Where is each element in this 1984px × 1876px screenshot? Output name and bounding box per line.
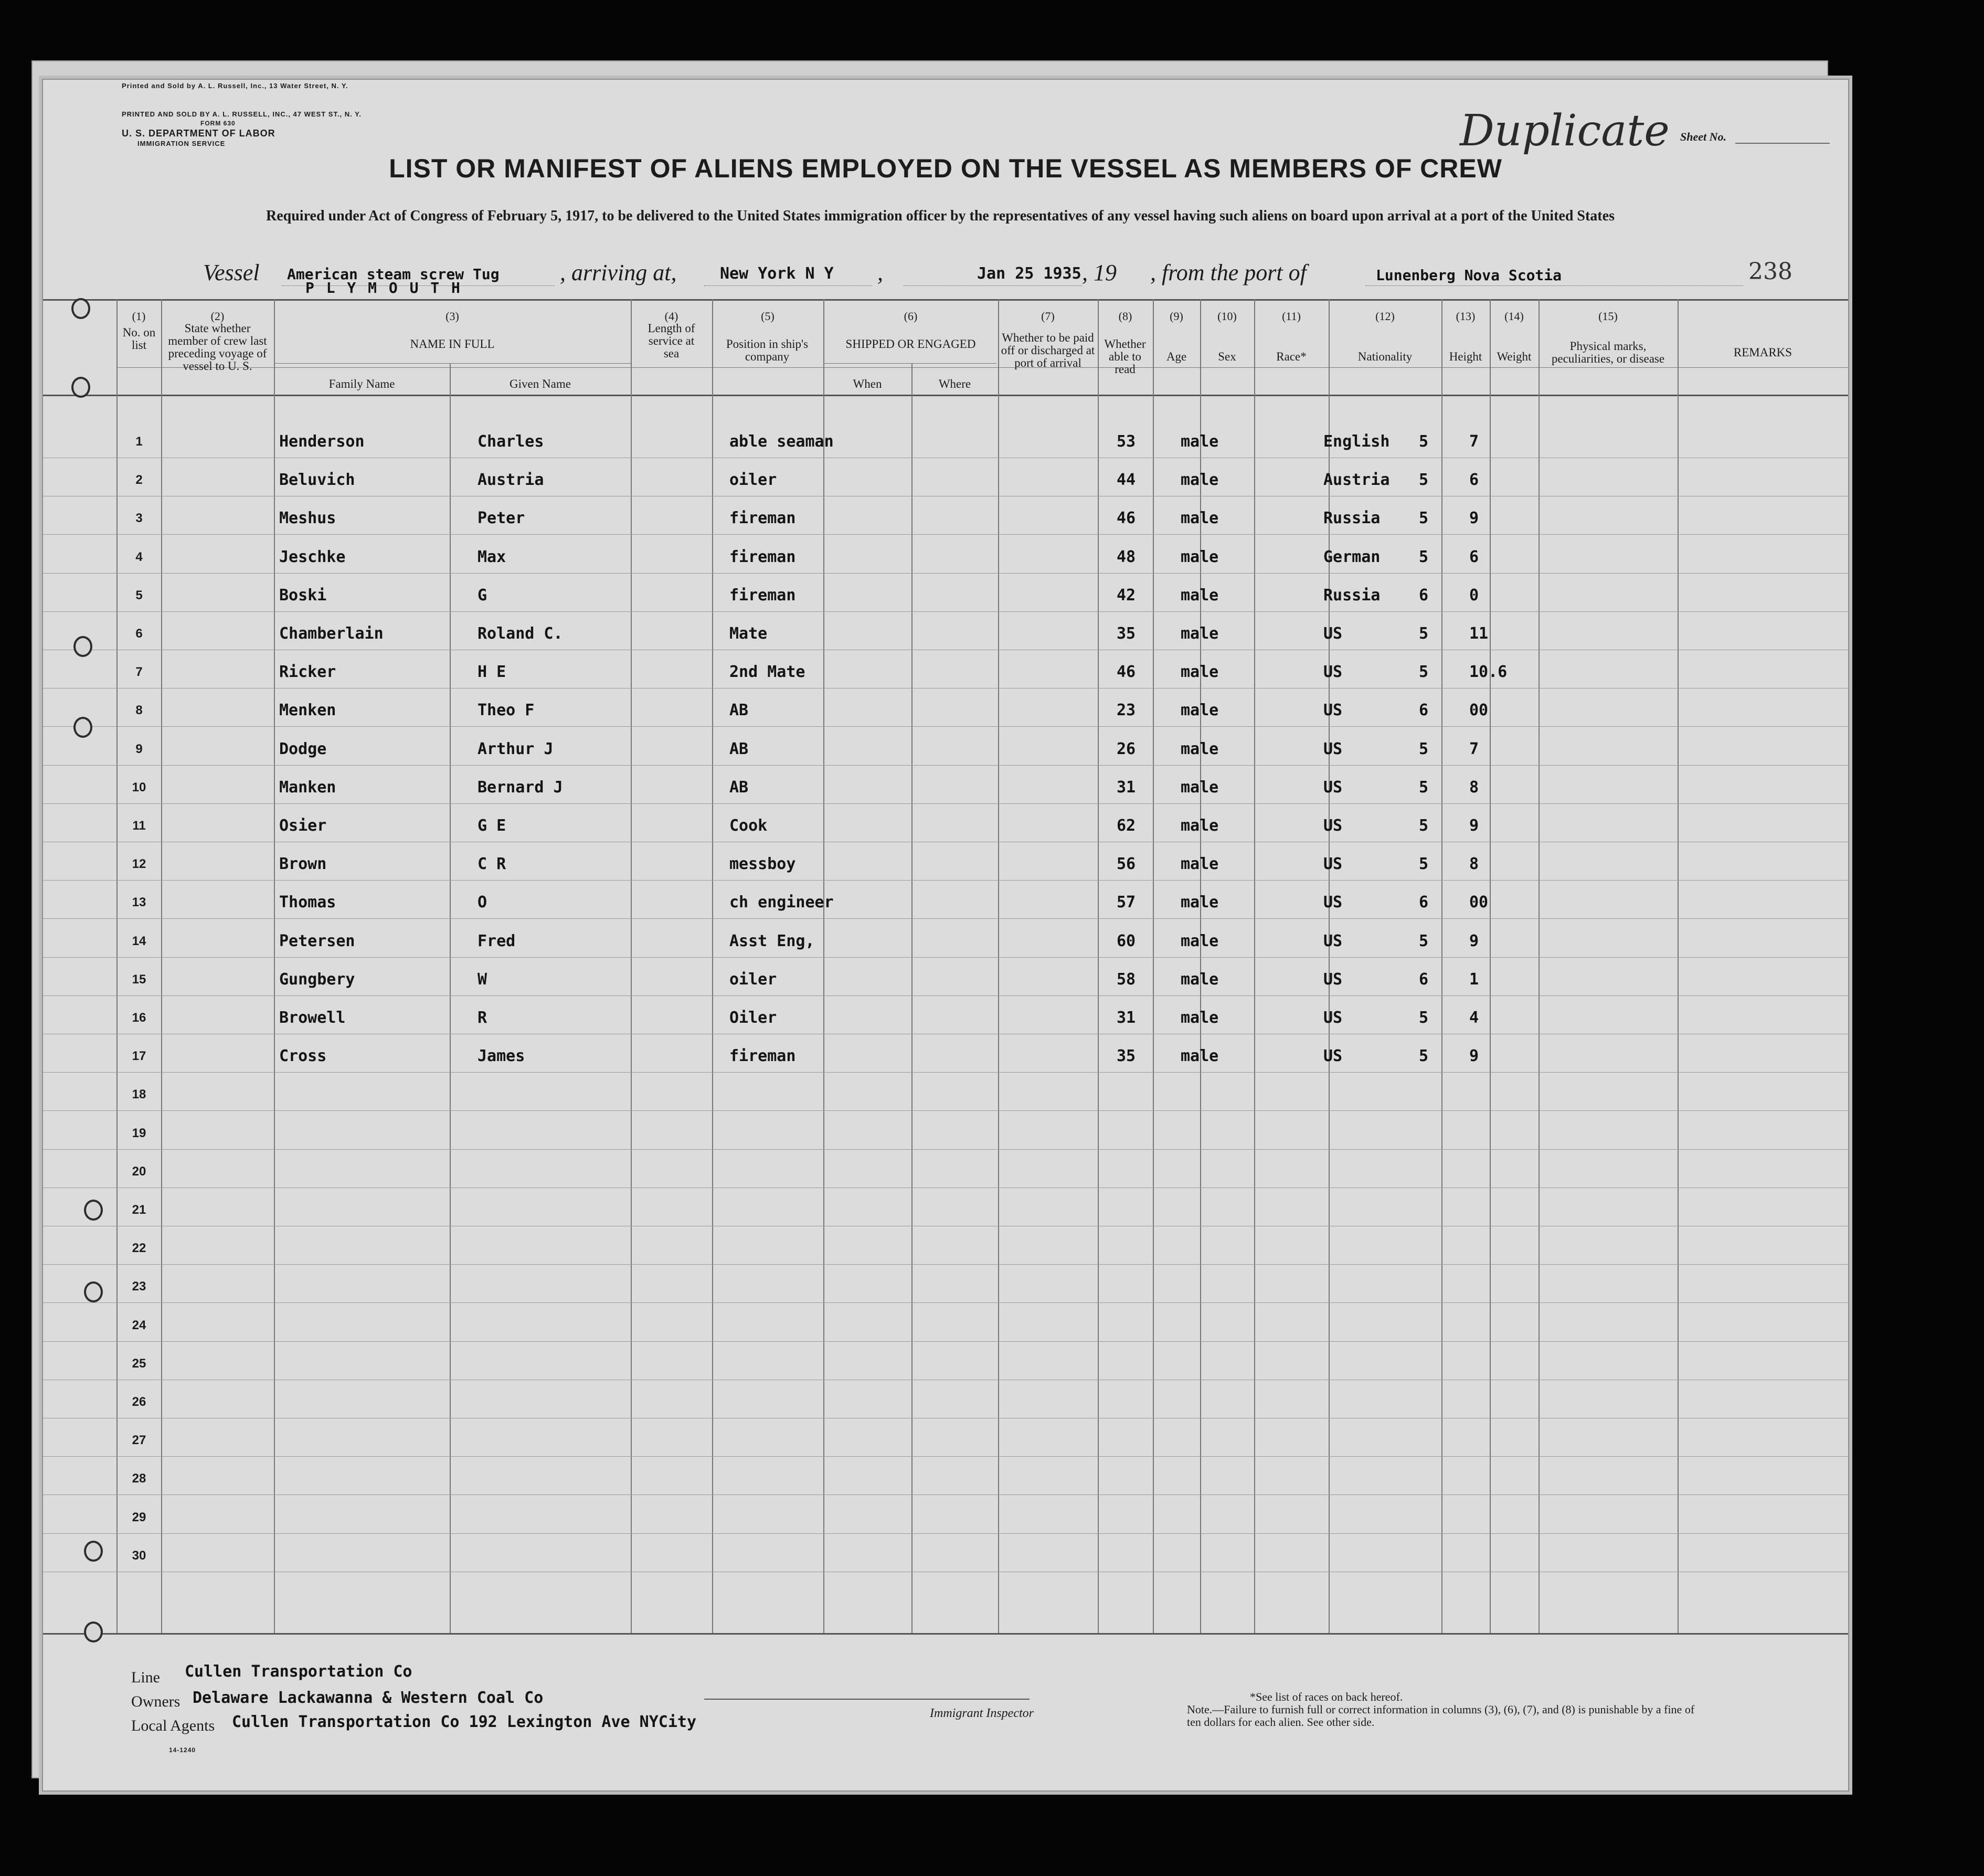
cell-height: 6 bbox=[1419, 586, 1429, 605]
row-number: 14 bbox=[132, 934, 146, 948]
row-number: 21 bbox=[132, 1203, 146, 1217]
row-number: 4 bbox=[135, 550, 143, 564]
col13-label: Height bbox=[1449, 350, 1482, 363]
cell-position: able seaman bbox=[729, 432, 834, 451]
cell-family: Osier bbox=[279, 817, 327, 835]
cell-position: oiler bbox=[729, 970, 777, 989]
binder-hole bbox=[73, 636, 92, 657]
vessel-type: American steam screw Tug bbox=[287, 266, 500, 283]
row-number: 19 bbox=[132, 1126, 146, 1140]
col9-label: Age bbox=[1166, 350, 1187, 363]
cell-age: 23 bbox=[1117, 701, 1136, 719]
binder-hole bbox=[84, 1281, 103, 1302]
cell-height: 6 bbox=[1419, 701, 1429, 719]
row-number: 16 bbox=[132, 1011, 146, 1025]
page-number: 238 bbox=[1748, 258, 1792, 285]
binder-hole bbox=[84, 1541, 103, 1562]
col-line bbox=[911, 363, 913, 1633]
cell-given: Peter bbox=[478, 509, 525, 527]
cell-family: Chamberlain bbox=[279, 624, 384, 643]
row-number: 2 bbox=[135, 473, 143, 487]
row-number: 1 bbox=[135, 434, 143, 449]
row-rule bbox=[43, 726, 1848, 727]
cell-given: R bbox=[478, 1009, 487, 1027]
cell-family: Henderson bbox=[279, 432, 365, 451]
row-rule bbox=[43, 1149, 1848, 1150]
row-number: 12 bbox=[132, 857, 146, 871]
cell-position: AB bbox=[729, 701, 749, 719]
cell-weight: 6 bbox=[1469, 548, 1479, 566]
row-number: 18 bbox=[132, 1087, 146, 1101]
cell-age: 26 bbox=[1117, 740, 1136, 758]
row-rule bbox=[43, 611, 1848, 612]
date-line bbox=[904, 285, 1082, 286]
cell-sex: male bbox=[1181, 817, 1219, 835]
col15-num: (15) bbox=[1598, 310, 1618, 323]
sheet-no-label: Sheet No. bbox=[1680, 130, 1726, 143]
col-line bbox=[450, 363, 451, 1633]
cell-nationality: English bbox=[1323, 432, 1390, 451]
cell-height: 5 bbox=[1419, 1009, 1429, 1027]
cell-position: AB bbox=[729, 740, 749, 758]
cell-position: fireman bbox=[729, 548, 796, 566]
binder-hole bbox=[84, 1621, 103, 1642]
col-line bbox=[274, 299, 275, 1633]
cell-sex: male bbox=[1181, 932, 1219, 950]
cell-given: C R bbox=[478, 855, 506, 873]
cell-weight: 9 bbox=[1469, 932, 1479, 950]
row-rule bbox=[43, 880, 1848, 881]
col-line bbox=[823, 299, 824, 1633]
col-line bbox=[631, 299, 632, 1633]
page-title: LIST OR MANIFEST OF ALIENS EMPLOYED ON THE VESSEL AS MEMBERS OF CREW bbox=[389, 154, 1502, 183]
cell-weight: 9 bbox=[1469, 1047, 1479, 1065]
cell-family: Beluvich bbox=[279, 471, 355, 489]
col11-label: Race* bbox=[1276, 350, 1307, 363]
races-note: *See list of races on back hereof. bbox=[1250, 1690, 1403, 1703]
row-rule bbox=[43, 1341, 1848, 1342]
col-line bbox=[712, 299, 713, 1633]
cell-weight: 6 bbox=[1469, 471, 1479, 489]
col2-label: State whether member of crew last preceding voyage of vessel to U. S. bbox=[168, 322, 267, 373]
cell-family: Dodge bbox=[279, 740, 327, 758]
printer-line-2: PRINTED AND SOLD BY A. L. RUSSELL, INC., 47 WEST ST., N. Y. bbox=[122, 110, 362, 118]
cell-given: Max bbox=[478, 548, 506, 566]
cell-height: 5 bbox=[1419, 817, 1429, 835]
row-number: 13 bbox=[132, 895, 146, 909]
cell-weight: 1 bbox=[1469, 970, 1479, 989]
row-rule bbox=[43, 1533, 1848, 1534]
cell-given: Austria bbox=[478, 471, 544, 489]
cell-given: Arthur J bbox=[478, 740, 554, 758]
cell-family: Meshus bbox=[279, 509, 336, 527]
cell-age: 46 bbox=[1117, 509, 1136, 527]
cell-weight: 7 bbox=[1469, 740, 1479, 758]
cell-given: O bbox=[478, 893, 487, 911]
col8-num: (8) bbox=[1118, 310, 1132, 323]
col1-num: (1) bbox=[132, 310, 146, 323]
col-line bbox=[1254, 299, 1255, 1633]
cell-nationality: Russia bbox=[1323, 509, 1381, 527]
cell-given: W bbox=[478, 970, 487, 989]
col10-label: Sex bbox=[1218, 350, 1236, 363]
nineteen-label: , 19 bbox=[1082, 260, 1117, 285]
cell-sex: male bbox=[1181, 586, 1219, 605]
row-number: 30 bbox=[132, 1549, 146, 1563]
cell-family: Boski bbox=[279, 586, 327, 605]
cell-given: G bbox=[478, 586, 487, 605]
col10-num: (10) bbox=[1217, 310, 1237, 323]
col6-label: SHIPPED OR ENGAGED bbox=[845, 337, 976, 351]
binder-hole bbox=[71, 377, 90, 398]
from-port: Lunenberg Nova Scotia bbox=[1376, 267, 1562, 284]
remarks-label: REMARKS bbox=[1733, 346, 1792, 359]
col3-num: (3) bbox=[445, 310, 459, 323]
cell-family: Petersen bbox=[279, 932, 355, 950]
owners-value: Delaware Lackawanna & Western Coal Co bbox=[193, 1689, 544, 1707]
row-rule bbox=[43, 803, 1848, 804]
cell-weight: 4 bbox=[1469, 1009, 1479, 1027]
vessel-name: P L Y M O U T H bbox=[305, 279, 462, 296]
cell-height: 5 bbox=[1419, 471, 1429, 489]
cell-nationality: US bbox=[1323, 893, 1343, 911]
manifest-sheet bbox=[42, 79, 1849, 1792]
subtitle: Required under Act of Congress of February 5, 1917, to be delivered to the United States immigration officer by the representatives of any vessel having such aliens on board upon arrival at a port of the United States bbox=[266, 208, 1615, 224]
col12-num: (12) bbox=[1375, 310, 1395, 323]
cell-sex: male bbox=[1181, 432, 1219, 451]
col14-num: (14) bbox=[1504, 310, 1524, 323]
cell-position: Cook bbox=[729, 817, 768, 835]
col1-label: No. on list bbox=[122, 326, 156, 352]
cell-sex: male bbox=[1181, 701, 1219, 719]
col3-family-label: Family Name bbox=[328, 377, 395, 390]
cell-nationality: German bbox=[1323, 548, 1381, 566]
cell-age: 44 bbox=[1117, 471, 1136, 489]
cell-nationality: Russia bbox=[1323, 586, 1381, 605]
col-line bbox=[998, 299, 999, 1633]
row-rule bbox=[43, 1456, 1848, 1457]
cell-age: 48 bbox=[1117, 548, 1136, 566]
cell-weight: 9 bbox=[1469, 509, 1479, 527]
cell-given: James bbox=[478, 1047, 525, 1065]
inspector-label: Immigrant Inspector bbox=[930, 1707, 1034, 1720]
table-bottom-rule bbox=[43, 1633, 1848, 1635]
col-line bbox=[1329, 299, 1330, 1633]
cell-weight: 8 bbox=[1469, 778, 1479, 797]
cell-sex: male bbox=[1181, 855, 1219, 873]
col5-num: (5) bbox=[761, 310, 774, 323]
row-number: 10 bbox=[132, 780, 146, 794]
cell-position: fireman bbox=[729, 586, 796, 605]
cell-position: fireman bbox=[729, 1047, 796, 1065]
cell-nationality: Austria bbox=[1323, 471, 1390, 489]
arriving-at: New York N Y bbox=[720, 264, 834, 283]
col15-label: Physical marks, peculiarities, or disease bbox=[1551, 340, 1665, 365]
binder-hole bbox=[73, 717, 92, 738]
cell-sex: male bbox=[1181, 548, 1219, 566]
col-line bbox=[1490, 299, 1491, 1633]
col3-label: NAME IN FULL bbox=[410, 337, 495, 351]
footer-code: 14-1240 bbox=[169, 1746, 196, 1754]
cell-weight: 11 bbox=[1469, 624, 1489, 643]
cell-position: fireman bbox=[729, 509, 796, 527]
col-line bbox=[1678, 299, 1679, 1633]
cell-position: oiler bbox=[729, 471, 777, 489]
row-rule bbox=[43, 918, 1848, 919]
comma: , bbox=[877, 260, 883, 285]
col-line bbox=[1539, 299, 1540, 1633]
cell-position: 2nd Mate bbox=[729, 663, 805, 681]
cell-sex: male bbox=[1181, 740, 1219, 758]
col-line bbox=[1153, 299, 1154, 1633]
vessel-label: Vessel bbox=[203, 260, 260, 285]
row-rule bbox=[43, 1110, 1848, 1111]
cell-sex: male bbox=[1181, 471, 1219, 489]
cell-weight: 00 bbox=[1469, 701, 1489, 719]
cell-weight: 8 bbox=[1469, 855, 1479, 873]
row-rule bbox=[43, 995, 1848, 996]
row-rule bbox=[43, 534, 1848, 535]
cell-family: Ricker bbox=[279, 663, 336, 681]
col7-num: (7) bbox=[1041, 310, 1055, 323]
service: IMMIGRATION SERVICE bbox=[137, 140, 226, 147]
cell-nationality: US bbox=[1323, 855, 1343, 873]
cell-position: AB bbox=[729, 778, 749, 797]
cell-sex: male bbox=[1181, 1009, 1219, 1027]
cell-position: messboy bbox=[729, 855, 796, 873]
col-line bbox=[116, 299, 118, 1633]
cell-given: Fred bbox=[478, 932, 516, 950]
cell-nationality: US bbox=[1323, 970, 1343, 989]
agents-label: Local Agents bbox=[131, 1717, 215, 1734]
form-number: FORM 630 bbox=[200, 120, 236, 127]
cell-nationality: US bbox=[1323, 817, 1343, 835]
cell-height: 5 bbox=[1419, 663, 1429, 681]
cell-age: 56 bbox=[1117, 855, 1136, 873]
cell-sex: male bbox=[1181, 893, 1219, 911]
row-number: 25 bbox=[132, 1356, 146, 1371]
from-port-line bbox=[1365, 285, 1743, 286]
cell-age: 57 bbox=[1117, 893, 1136, 911]
row-number: 15 bbox=[132, 972, 146, 987]
row-number: 22 bbox=[132, 1241, 146, 1255]
binder-hole bbox=[71, 298, 90, 319]
department: U. S. DEPARTMENT OF LABOR bbox=[122, 128, 275, 139]
cell-age: 31 bbox=[1117, 1009, 1136, 1027]
row-number: 27 bbox=[132, 1433, 146, 1447]
cell-nationality: US bbox=[1323, 932, 1343, 950]
cell-given: Theo F bbox=[478, 701, 535, 719]
col7-label: Whether to be paid off or discharged at port of arrival bbox=[1001, 331, 1095, 369]
row-number: 3 bbox=[135, 511, 143, 525]
row-number: 7 bbox=[135, 665, 143, 679]
cell-height: 6 bbox=[1419, 970, 1429, 989]
row-number: 5 bbox=[135, 588, 143, 602]
cell-height: 5 bbox=[1419, 932, 1429, 950]
cell-nationality: US bbox=[1323, 1047, 1343, 1065]
cell-weight: 0 bbox=[1469, 586, 1479, 605]
inspector-signature-line bbox=[704, 1699, 1030, 1700]
cell-sex: male bbox=[1181, 1047, 1219, 1065]
cell-height: 5 bbox=[1419, 548, 1429, 566]
col-line bbox=[161, 299, 162, 1633]
row-number: 11 bbox=[132, 819, 146, 833]
row-number: 17 bbox=[132, 1049, 146, 1063]
subheader-rule bbox=[116, 367, 1848, 368]
cell-position: Mate bbox=[729, 624, 768, 643]
col6-where-label: Where bbox=[938, 377, 971, 390]
cell-height: 6 bbox=[1419, 893, 1429, 911]
penalty-note: Note.—Failure to furnish full or correct information in columns (3), (6), (7), and (8) is punishable by a fine of ten dollars for each alien. See other side. bbox=[1187, 1703, 1695, 1729]
cell-family: Browell bbox=[279, 1009, 346, 1027]
col8-label: Whether able to read bbox=[1104, 337, 1146, 376]
cell-position: Oiler bbox=[729, 1009, 777, 1027]
row-number: 24 bbox=[132, 1318, 146, 1332]
row-rule bbox=[43, 1072, 1848, 1073]
cell-age: 62 bbox=[1117, 817, 1136, 835]
row-number: 29 bbox=[132, 1510, 146, 1524]
cell-given: Roland C. bbox=[478, 624, 563, 643]
col13-num: (13) bbox=[1456, 310, 1476, 323]
arriving-line bbox=[704, 285, 872, 286]
duplicate-handwriting: Duplicate bbox=[1460, 106, 1670, 156]
cell-family: Gungbery bbox=[279, 970, 355, 989]
cell-age: 46 bbox=[1117, 663, 1136, 681]
col14-label: Weight bbox=[1497, 350, 1532, 363]
col-line bbox=[1098, 299, 1099, 1633]
cell-given: Bernard J bbox=[478, 778, 563, 797]
from-port-label: , from the port of bbox=[1150, 260, 1307, 285]
cell-height: 5 bbox=[1419, 740, 1429, 758]
cell-height: 5 bbox=[1419, 1047, 1429, 1065]
row-number: 26 bbox=[132, 1395, 146, 1409]
cell-given: G E bbox=[478, 817, 506, 835]
cell-height: 5 bbox=[1419, 855, 1429, 873]
cell-nationality: US bbox=[1323, 778, 1343, 797]
agents-value: Cullen Transportation Co 192 Lexington Ave NYCity bbox=[232, 1713, 697, 1731]
row-number: 20 bbox=[132, 1164, 146, 1179]
col4-num: (4) bbox=[664, 310, 678, 323]
cell-family: Brown bbox=[279, 855, 327, 873]
cell-sex: male bbox=[1181, 624, 1219, 643]
cell-family: Jeschke bbox=[279, 548, 346, 566]
row-number: 6 bbox=[135, 627, 143, 641]
cell-given: Charles bbox=[478, 432, 544, 451]
vessel-line bbox=[282, 285, 555, 286]
col4-label: Length of service at sea bbox=[648, 322, 695, 360]
printer-line-1: Printed and Sold by A. L. Russell, Inc., 13 Water Street, N. Y. bbox=[122, 82, 348, 90]
cell-sex: male bbox=[1181, 778, 1219, 797]
col11-num: (11) bbox=[1282, 310, 1301, 323]
row-rule bbox=[43, 1264, 1848, 1265]
sheet-no-line bbox=[1735, 143, 1830, 144]
cell-nationality: US bbox=[1323, 1009, 1343, 1027]
cell-family: Thomas bbox=[279, 893, 336, 911]
cell-position: ch engineer bbox=[729, 893, 834, 911]
row-rule bbox=[43, 765, 1848, 766]
arriving-label: , arriving at, bbox=[560, 260, 677, 285]
col3-given-label: Given Name bbox=[510, 377, 571, 390]
cell-nationality: US bbox=[1323, 663, 1343, 681]
cell-family: Manken bbox=[279, 778, 336, 797]
cell-sex: male bbox=[1181, 663, 1219, 681]
cell-height: 5 bbox=[1419, 624, 1429, 643]
row-number: 28 bbox=[132, 1471, 146, 1486]
cell-nationality: US bbox=[1323, 624, 1343, 643]
row-rule bbox=[43, 1302, 1848, 1303]
cell-weight: 9 bbox=[1469, 817, 1479, 835]
cell-sex: male bbox=[1181, 970, 1219, 989]
table-top-rule bbox=[43, 299, 1848, 301]
col6-num: (6) bbox=[904, 310, 918, 323]
arrival-date: Jan 25 1935 bbox=[977, 264, 1081, 283]
cell-weight: 7 bbox=[1469, 432, 1479, 451]
cell-height: 5 bbox=[1419, 432, 1429, 451]
cell-nationality: US bbox=[1323, 701, 1343, 719]
cell-age: 53 bbox=[1117, 432, 1136, 451]
cell-height: 5 bbox=[1419, 509, 1429, 527]
col12-label: Nationality bbox=[1357, 350, 1413, 363]
cell-nationality: US bbox=[1323, 740, 1343, 758]
cell-weight: 00 bbox=[1469, 893, 1489, 911]
cell-family: Cross bbox=[279, 1047, 327, 1065]
col9-num: (9) bbox=[1170, 310, 1183, 323]
cell-position: Asst Eng, bbox=[729, 932, 815, 950]
cell-age: 35 bbox=[1117, 624, 1136, 643]
owners-label: Owners bbox=[131, 1693, 181, 1710]
cell-height: 5 bbox=[1419, 778, 1429, 797]
cell-age: 58 bbox=[1117, 970, 1136, 989]
name-sub-rule bbox=[274, 363, 631, 364]
cell-sex: male bbox=[1181, 509, 1219, 527]
row-rule bbox=[43, 957, 1848, 958]
row-rule bbox=[43, 573, 1848, 574]
col-line bbox=[1200, 299, 1201, 1633]
row-number: 23 bbox=[132, 1279, 146, 1294]
binder-hole bbox=[84, 1200, 103, 1221]
col-line bbox=[1441, 299, 1442, 1633]
cell-age: 60 bbox=[1117, 932, 1136, 950]
cell-age: 31 bbox=[1117, 778, 1136, 797]
col2-num: (2) bbox=[210, 310, 225, 323]
row-number: 9 bbox=[135, 742, 143, 756]
cell-weight: 10.6 bbox=[1469, 663, 1508, 681]
shipped-sub-rule bbox=[823, 363, 996, 364]
col6-when-label: When bbox=[853, 377, 882, 390]
cell-age: 35 bbox=[1117, 1047, 1136, 1065]
row-number: 8 bbox=[135, 703, 143, 717]
col5-label: Position in ship's company bbox=[726, 337, 809, 363]
cell-age: 42 bbox=[1117, 586, 1136, 605]
header-bottom-rule bbox=[43, 395, 1848, 396]
line-label: Line bbox=[131, 1669, 160, 1686]
cell-family: Menken bbox=[279, 701, 336, 719]
cell-given: H E bbox=[478, 663, 506, 681]
line-value: Cullen Transportation Co bbox=[185, 1662, 412, 1681]
